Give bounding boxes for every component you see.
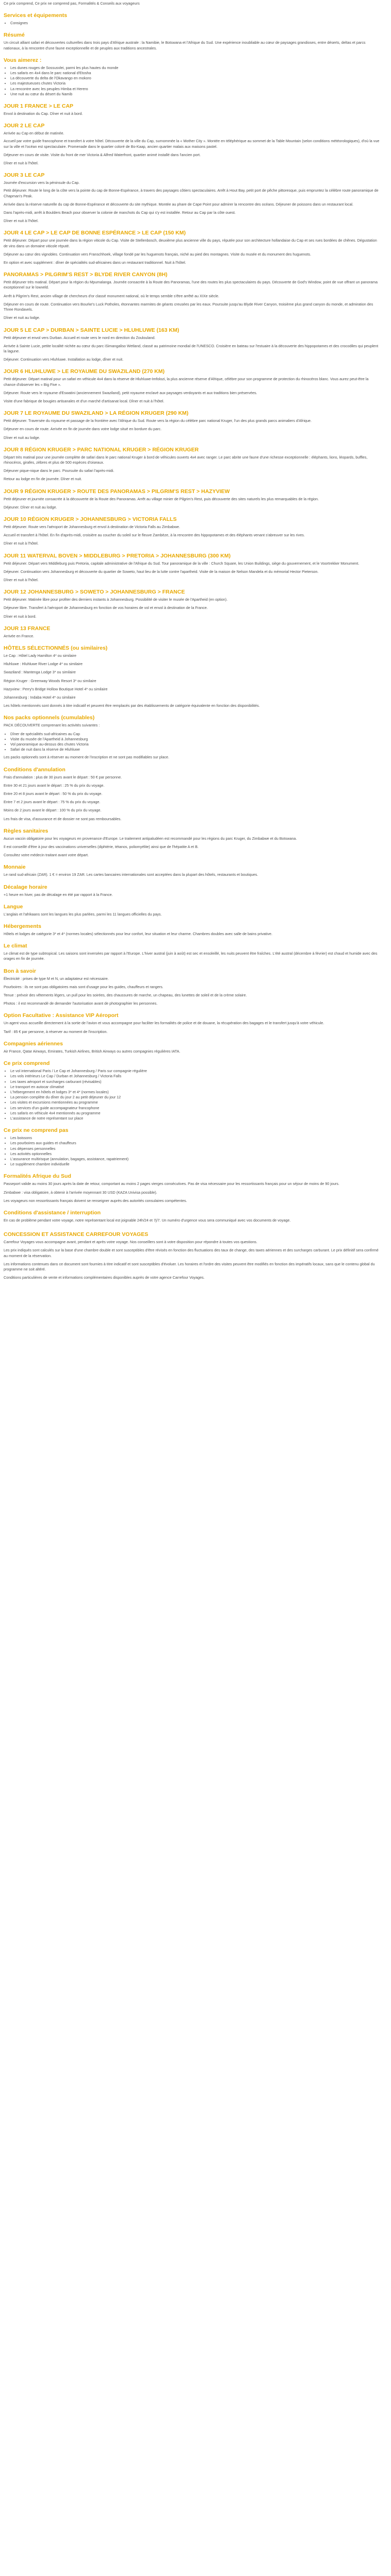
day-paragraph: Déjeuner libre. Transfert à l'aéroport de Johannesburg en fonction de vos horaires de vol et envol à destination de la France.: [4, 605, 208, 611]
services-list: [4, 21, 380, 26]
conditions-paragraph: Entre 20 et 8 jours avant le départ : 50 % du prix du voyage.: [4, 791, 103, 796]
bon-savoir-title: Bon à savoir: [4, 968, 37, 974]
bon-savoir-paragraph: Électricité : prises de type M et N, un adaptateur est nécessaire.: [4, 976, 109, 981]
list-item: • L'assistance de notre représentant sur place: [10, 1116, 380, 1121]
day-paragraph: Petit déjeuner. Traversée du royaume et passage de la frontière avec l'Afrique du Sud. Route vers la région du célèbre parc national Kruger, l'un des plus grands parcs animaliers d'Afrique.: [4, 418, 312, 423]
option-facultative-title: Option Facultative : Assistance VIP Aéroport: [4, 1012, 119, 1019]
list-item: • L'hébergement en hôtels et lodges 3* et 4* (normes locales): [10, 1090, 380, 1095]
conditions-paragraph: Frais d'annulation : plus de 30 jours avant le départ : 50 € par personne.: [4, 774, 122, 779]
vous-aimerez-list: [4, 65, 380, 97]
day-title: JOUR 5 LE CAP > DURBAN > SAINTE LUCIE > HLUHLUWE (163 KM): [4, 327, 180, 333]
bon-savoir-paragraph: Tenue : prévoir des vêtements légers, un pull pour les soirées, des chaussures de marche, un chapeau, des lunettes de soleil et de la crème solaire.: [4, 993, 247, 998]
formalites-paragraph: Zimbabwe : visa obligatoire, à obtenir à l'arrivée moyennant 30 USD (KAZA Univisa possible).: [4, 1190, 157, 1195]
day-paragraph: Petit déjeuner. Départ matinal pour un safari en véhicule 4x4 dans la réserve de Hluhluwe-Imfolozi, la plus ancienne réserve d'Afrique, célèbre pour son programme de protection du rhinocéros blanc. Vous aurez peut-être la chance d'observer les « Big Five ».: [4, 377, 369, 387]
day-title: JOUR 10 RÉGION KRUGER > JOHANNESBURG > VICTORIA FALLS: [4, 516, 177, 522]
option-facultative-paragraph: Tarif : 85 € par personne, à réserver au moment de l'inscription.: [4, 1029, 108, 1034]
list-item: • Les activités optionnelles: [10, 1151, 380, 1157]
list-item: • Visite du musée de l'Apartheid à Johannesburg: [10, 737, 380, 742]
day-paragraph: Petit déjeuner très matinal. Départ pour la région du Mpumalanga. Journée consacrée à la Route des Panoramas, l'une des routes les plus spectaculaires du pays. Découverte de God's Window, point de vue offrant un panorama exceptionnel sur le lowveld.: [4, 280, 378, 290]
resume-title: Résumé: [4, 32, 25, 39]
services-item: • Consignes: [10, 21, 380, 26]
list-item: • Les dunes rouges de Sossusvlei, parmi les plus hautes du monde: [10, 65, 380, 71]
formalites-paragraph: Passeport valide au moins 30 jours après la date de retour, comportant au moins 2 pages vierges consécutives. Pas de visa nécessaire pour les ressortissants français pour un séjour de moins de 90 jours.: [4, 1181, 339, 1187]
hotel-line: Hluhluwe : Hluhluwe River Lodge 4* ou similaire: [4, 662, 83, 667]
packs-title: Nos packs optionnels (cumulables): [4, 715, 95, 721]
hotels-note: Les hôtels mentionnés sont donnés à titre indicatif et peuvent être remplacés par des établissements de catégorie équivalente en fonction des disponibilités.: [4, 703, 260, 708]
day-paragraph: Dîner et nuit à l'hôtel.: [4, 577, 39, 582]
day-paragraph: Arrêt à Pilgrim's Rest, ancien village de chercheurs d'or classé monument national, où le temps semble s'être arrêté au XIXe siècle.: [4, 293, 219, 298]
packs-intro: PACK DÉCOUVERTE comprenant les activités suivantes :: [4, 723, 100, 728]
day-subtitle: Arrivée au Cap en début de matinée.: [4, 131, 64, 136]
conseils-paragraph: Conditions particulières de vente et informations complémentaires disponibles auprès de votre agence Carrefour Voyages.: [4, 1275, 205, 1280]
list-item: • Les dépenses personnelles: [10, 1146, 380, 1151]
packs-note: Les packs optionnels sont à réserver au moment de l'inscription et ne sont pas modifiables sur place.: [4, 755, 169, 760]
hotel-line: Le Cap : Hôtel Lady Hamilton 4* ou similaire: [4, 653, 77, 658]
day-paragraph: Petit déjeuner. Départ pour une journée dans la région viticole du Cap. Visite de Stellenbosch, deuxième plus ancienne ville du pays, réputée pour son architecture hollandaise du Cap et ses rues bordées de chênes. Dégustation de vins dans un domaine viticole réputé.: [4, 238, 377, 248]
hotel-line: Région Kruger : Greenway Woods Resort 3* ou similaire: [4, 678, 96, 683]
list-item: • La rencontre avec les peuples Himba et Herero: [10, 87, 380, 92]
day-title: JOUR 13 FRANCE: [4, 625, 51, 632]
page: [0, 0, 384, 1291]
list-item: • Les visites et excursions mentionnées au programme: [10, 1100, 380, 1105]
langue-text: L'anglais et l'afrikaans sont les langues les plus parlées, parmi les 11 langues officielles du pays.: [4, 911, 162, 917]
list-item: • Les safaris en véhicule 4x4 mentionnés au programme: [10, 1111, 380, 1116]
conditions-title: Conditions d'annulation: [4, 766, 66, 773]
intro-line: Ce prix comprend, Ce prix ne comprend pas, Formalités & Conseils aux voyageurs: [4, 1, 140, 6]
list-item: • Les pourboires aux guides et chauffeurs: [10, 1141, 380, 1146]
day-subtitle: Envol à destination du Cap. Dîner et nuit à bord.: [4, 111, 83, 116]
day-paragraph: Déjeuner en cours de route. Continuation vers Bourke's Luck Potholes, étonnantes marmites de géants creusées par les eaux. Poursuite jusqu'au Blyde River Canyon, troisième plus grand canyon du monde, et admiration des Three Rondavels.: [4, 301, 373, 312]
vous-aimerez-title: Vous aimerez :: [4, 57, 42, 63]
list-item: • Safari de nuit dans la réserve de Hluhluwe: [10, 747, 380, 752]
hotel-line: Johannesburg : Indaba Hotel 4* ou similaire: [4, 695, 76, 700]
regles-paragraph: Consultez votre médecin traitant avant votre départ.: [4, 853, 89, 858]
list-item: • La découverte du delta de l'Okavango en mokoro: [10, 76, 380, 81]
day-paragraph: Déjeuner pique-nique dans le parc. Poursuite du safari l'après-midi.: [4, 468, 115, 473]
list-item: • Les safaris en 4x4 dans le parc national d'Etosha: [10, 71, 380, 76]
monnaie-title: Monnaie: [4, 864, 26, 871]
regles-paragraph: Il est conseillé d'être à jour des vaccinations universelles (diphtérie, tétanos, poliomyélite) ainsi que de l'hépatite A et B.: [4, 844, 199, 850]
ne-comprend-pas-list: [4, 1136, 380, 1167]
ne-comprend-pas-title: Ce prix ne comprend pas: [4, 1127, 69, 1134]
monnaie-text: Le rand sud-africain (ZAR). 1 € = environ 19 ZAR. Les cartes bancaires internationales sont acceptées dans la plupart des hôtels, restaurants et boutiques.: [4, 872, 258, 877]
list-item: • Le vol international Paris / Le Cap et Johannesburg / Paris sur compagnie régulière: [10, 1069, 380, 1074]
day-paragraph: Arrivée à Sainte Lucie, petite localité nichée au cœur du parc iSimangaliso Wetland, classé au patrimoine mondial de l'UNESCO. Croisière en bateau sur l'estuaire à la découverte des hippopotames et des crocodiles qui peuplent la lagune.: [4, 343, 379, 353]
services-title: Services et équipements: [4, 12, 68, 19]
day-paragraph: Dans l'après-midi, arrêt à Boulders Beach pour observer la colonie de manchots du Cap qui s'y est installée. Retour au Cap par la côte ouest.: [4, 210, 236, 215]
hotel-line: Hazyview : Perry's Bridge Hollow Boutique Hotel 4* ou similaire: [4, 686, 108, 691]
day-paragraph: Dîner et nuit à l'hôtel.: [4, 541, 39, 546]
day-paragraph: Accueil et transfert à l'hôtel. En fin d'après-midi, croisière au coucher du soleil sur le fleuve Zambèze, à la rencontre des hippopotames et des éléphants venant s'abreuver sur les rives.: [4, 533, 305, 538]
packs-list: [4, 732, 380, 753]
list-item: • Dîner de spécialités sud-africaines au Cap: [10, 732, 380, 737]
day-paragraph: Petit déjeuner et journée consacrée à la découverte de la Route des Panoramas. Arrêt au village minier de Pilgrim's Rest, puis découverte des sites naturels les plus remarquables de la région.: [4, 496, 319, 501]
hotel-line: Swaziland : Mantenga Lodge 3* ou similaire: [4, 670, 76, 675]
day-paragraph: Petit déjeuner. Départ vers Middleburg puis Pretoria, capitale administrative de l'Afrique du Sud. Tour panoramique de la ville : Church Square, les Union Buildings, siège du gouvernement, et le Voortrekker Monument.: [4, 561, 360, 566]
day-paragraph: Dîner et nuit à l'hôtel.: [4, 218, 39, 224]
regles-title: Règles sanitaires: [4, 827, 48, 834]
comprend-title: Ce prix comprend: [4, 1060, 50, 1067]
formalites-paragraph: Les voyageurs non ressortissants français doivent se renseigner auprès des autorités consulaires compétentes.: [4, 1198, 187, 1203]
day-paragraph: Dîner et nuit à bord.: [4, 614, 37, 619]
decalage-title: Décalage horaire: [4, 884, 47, 890]
day-title: JOUR 2 LE CAP: [4, 123, 45, 129]
list-item: • Les boissons: [10, 1136, 380, 1141]
day-paragraph: En option et avec supplément : dîner de spécialités sud-africaines dans un restaurant traditionnel. Nuit à l'hôtel.: [4, 260, 186, 265]
day-title: JOUR 4 LE CAP > LE CAP DE BONNE ESPÉRANCE > LE CAP (150 KM): [4, 230, 186, 236]
day-paragraph: Visite d'une fabrique de bougies artisanales et d'un marché d'artisanat local. Dîner et nuit à l'hôtel.: [4, 398, 165, 403]
conditions-paragraph: Les frais de visa, d'assurance et de dossier ne sont pas remboursables.: [4, 816, 122, 821]
day-title: JOUR 12 JOHANNESBURG > SOWETO > JOHANNESBURG > FRANCE: [4, 589, 185, 596]
climat-text: Le climat est de type subtropical. Les saisons sont inversées par rapport à l'Europe. L'hiver austral (juin à août) est sec et ensoleillé, les nuits peuvent être fraîches. L'été austral (décembre à février) est chaud et humide avec des orages en fin de journée.: [4, 951, 378, 961]
day-paragraph: Accueil par votre guide francophone et transfert à votre hôtel. Découverte de la ville du Cap, surnommée la « Mother City ». Montée en téléphérique au sommet de la Table Mountain (selon conditions météorologiques), d'où la vue sur la ville et l'océan est spectaculaire. Promenade dans le quartier coloré de Bo-Kaap, ancien quartier malais aux maisons pastel.: [4, 139, 380, 149]
compagnies-text: Air France, Qatar Airways, Emirates, Turkish Airlines, British Airways ou autres compagnies régulières IATA.: [4, 1048, 181, 1054]
day-title: JOUR 1 FRANCE > LE CAP: [4, 103, 74, 110]
day-title: JOUR 6 HLUHLUWE > LE ROYAUME DU SWAZILAND (270 KM): [4, 368, 165, 375]
conseils-paragraph: Carrefour Voyages vous accompagne avant, pendant et après votre voyage. Nos conseillers sont à votre disposition pour répondre à toutes vos questions.: [4, 1240, 257, 1245]
bon-savoir-paragraph: Pourboires : ils ne sont pas obligatoires mais sont d'usage pour les guides, chauffeurs et rangers.: [4, 984, 164, 989]
list-item: • L'assurance multirisque (annulation, bagages, assistance, rapatriement): [10, 1157, 380, 1162]
day-title: JOUR 8 RÉGION KRUGER > PARC NATIONAL KRUGER > RÉGION KRUGER: [4, 446, 199, 453]
bon-savoir-paragraph: Photos : il est recommandé de demander l'autorisation avant de photographier les personnes.: [4, 1001, 158, 1006]
day-title: JOUR 9 RÉGION KRUGER > ROUTE DES PANORAMAS > PILGRIM'S REST > HAZYVIEW: [4, 488, 230, 495]
day-paragraph: Petit déjeuner. Route vers l'aéroport de Johannesburg et envol à destination de Victoria Falls au Zimbabwe.: [4, 524, 181, 529]
conditions-assistance-title: Conditions d'assistance / interruption: [4, 1209, 101, 1216]
conseils-paragraph: Les prix indiqués sont calculés sur la base d'une chambre double et sont susceptibles d'être révisés en fonction des fluctuations des taux de change, des taxes aériennes et des surcharges carburant. Le prix définitif sera confirmé au moment de la réservation.: [4, 1248, 379, 1258]
day-paragraph: Déjeuner. Continuation vers Johannesburg et découverte du quartier de Soweto, haut lieu de la lutte contre l'apartheid. Visite de la maison de Nelson Mandela et du mémorial Hector Pieterson.: [4, 569, 319, 574]
list-item: • Les services d'un guide accompagnateur francophone: [10, 1106, 380, 1111]
day-title: PANORAMAS > PILGRIM'S REST > BLYDE RIVER CANYON (8H): [4, 272, 168, 278]
day-paragraph: Déjeuner. Dîner et nuit au lodge.: [4, 504, 57, 510]
day-title: JOUR 7 LE ROYAUME DU SWAZILAND > LA RÉGION KRUGER (290 KM): [4, 410, 189, 417]
day-subtitle: Arrivée en France.: [4, 633, 35, 638]
conditions-assistance-text: En cas de problème pendant votre voyage, notre représentant local est joignable 24h/24 et 7j/7. Un numéro d'urgence vous sera communiqué avec vos documents de voyage.: [4, 1217, 291, 1223]
day-paragraph: Arrivée dans la réserve naturelle du cap de Bonne-Espérance et découverte du site mythique. Montée au phare de Cape Point pour admirer la rencontre des océans. Déjeuner de poissons dans un restaurant local.: [4, 201, 354, 207]
page-end: [4, 1283, 380, 1286]
resume-text: Un circuit alliant safari et découvertes culturelles dans trois pays d'Afrique australe : la Namibie, le Botswana et l'Afrique du Sud. Une expérience inoubliable au cœur de paysages grandioses, entre déserts, deltas et parcs nationaux, à la rencontre d'une faune exceptionnelle et de peuples aux traditions ancestrales.: [4, 40, 366, 50]
hebergements-text: Hôtels et lodges de catégorie 3* et 4* (normes locales) sélectionnés pour leur confort, leur situation et leur charme. Chambres doubles avec salle de bains privative.: [4, 931, 272, 937]
day-paragraph: Dîner et nuit au lodge.: [4, 315, 40, 320]
list-item: • Les vols intérieurs Le Cap / Durban et Johannesburg / Victoria Falls: [10, 1074, 380, 1079]
option-facultative-paragraph: Un agent vous accueille directement à la sortie de l'avion et vous accompagne pour faciliter les formalités de police et de douane, la récupération des bagages et le transfert jusqu'à votre véhicule.: [4, 1021, 324, 1026]
list-item: • Les taxes aéroport et surcharges carburant (révisables): [10, 1079, 380, 1084]
list-item: • Le supplément chambre individuelle: [10, 1162, 380, 1167]
day-paragraph: Déjeuner. Continuation vers Hluhluwe. Installation au lodge, dîner et nuit.: [4, 357, 124, 362]
day-paragraph: Déjeuner en cours de visite. Visite du front de mer Victoria & Alfred Waterfront, quartier animé installé dans l'ancien port.: [4, 152, 201, 157]
conseils-paragraph: Les informations contenues dans ce document sont fournies à titre indicatif et sont susceptibles d'évoluer. Les horaires et l'ordre des visites peuvent être modifiés en fonction des impératifs locaux, sans que le contenu global du programme ne soit altéré.: [4, 1261, 375, 1272]
comprend-list: [4, 1069, 380, 1121]
day-paragraph: Petit déjeuner. Matinée libre pour profiter des derniers instants à Johannesburg. Possibilité de visiter le musée de l'Apartheid (en option).: [4, 597, 228, 602]
day-paragraph: Départ très matinal pour une journée complète de safari dans le parc national Kruger à bord de véhicules ouverts 4x4 avec ranger. Le parc abrite une faune d'une richesse exceptionnelle : éléphants, lions, léopards, buffles, rhinocéros, girafes, zèbres et plus de 500 espèces d'oiseaux.: [4, 454, 368, 465]
compagnies-title: Compagnies aériennes: [4, 1040, 63, 1047]
day-paragraph: Déjeuner en cours de route. Arrivée en fin de journée dans votre lodge situé en bordure du parc.: [4, 427, 162, 432]
day-paragraph: Petit déjeuner. Route le long de la côte vers la pointe du cap de Bonne-Espérance, à travers des paysages côtiers spectaculaires. Arrêt à Hout Bay, petit port de pêche pittoresque, puis empruntez la célèbre route panoramique de Chapman's Peak.: [4, 188, 379, 198]
list-item: • La pension complète du dîner du jour 2 au petit déjeuner du jour 12: [10, 1095, 380, 1100]
formalites-title: Formalités Afrique du Sud: [4, 1173, 71, 1180]
day-title: JOUR 3 LE CAP: [4, 172, 45, 179]
list-item: • Une nuit au cœur du désert du Namib: [10, 92, 380, 97]
list-item: • Les majestueuses chutes Victoria: [10, 81, 380, 86]
list-item: • Le transport en autocar climatisé: [10, 1084, 380, 1090]
day-paragraph: Déjeuner au cœur des vignobles. Continuation vers Franschhoek, village fondé par les huguenots français, niché au pied des montagnes. Visite du musée et du monument des huguenots.: [4, 251, 311, 257]
day-paragraph: Retour au lodge en fin de journée. Dîner et nuit.: [4, 477, 82, 482]
hebergements-title: Hébergements: [4, 923, 41, 930]
list-item: • Vol panoramique au-dessus des chutes Victoria: [10, 742, 380, 747]
conditions-paragraph: Moins de 2 jours avant le départ : 100 % du prix du voyage.: [4, 808, 102, 813]
hotels-title: HÔTELS SÉLECTIONNÉS (ou similaires): [4, 645, 108, 651]
regles-paragraph: Aucun vaccin obligatoire pour les voyageurs en provenance d'Europe. Le traitement antipaludéen est recommandé pour les régions du parc Kruger, du Zimbabwe et du Botswana.: [4, 836, 297, 841]
conseils-title: CONCESSION ET ASSISTANCE CARREFOUR VOYAGES: [4, 1231, 149, 1238]
conditions-paragraph: Entre 30 et 21 jours avant le départ : 25 % du prix du voyage.: [4, 783, 105, 788]
day-title: JOUR 11 WATERVAL BOVEN > MIDDLEBURG > PRETORIA > JOHANNESBURG (300 KM): [4, 552, 231, 559]
day-paragraph: Dîner et nuit à l'hôtel.: [4, 161, 39, 166]
decalage-text: +1 heure en hiver, pas de décalage en été par rapport à la France.: [4, 892, 113, 897]
day-subtitle: Journée d'excursion vers la péninsule du Cap.: [4, 180, 80, 185]
day-paragraph: Dîner et nuit au lodge.: [4, 435, 40, 440]
conditions-paragraph: Entre 7 et 2 jours avant le départ : 75 % du prix du voyage.: [4, 800, 101, 805]
climat-title: Le climat: [4, 943, 27, 950]
day-paragraph: Petit déjeuner et envol vers Durban. Accueil et route vers le nord en direction du Zoulouland.: [4, 335, 156, 340]
langue-title: Langue: [4, 903, 23, 910]
day-paragraph: Déjeuner. Route vers le royaume d'Eswatini (anciennement Swaziland), petit royaume enclavé aux paysages verdoyants et aux traditions bien préservées.: [4, 390, 257, 395]
